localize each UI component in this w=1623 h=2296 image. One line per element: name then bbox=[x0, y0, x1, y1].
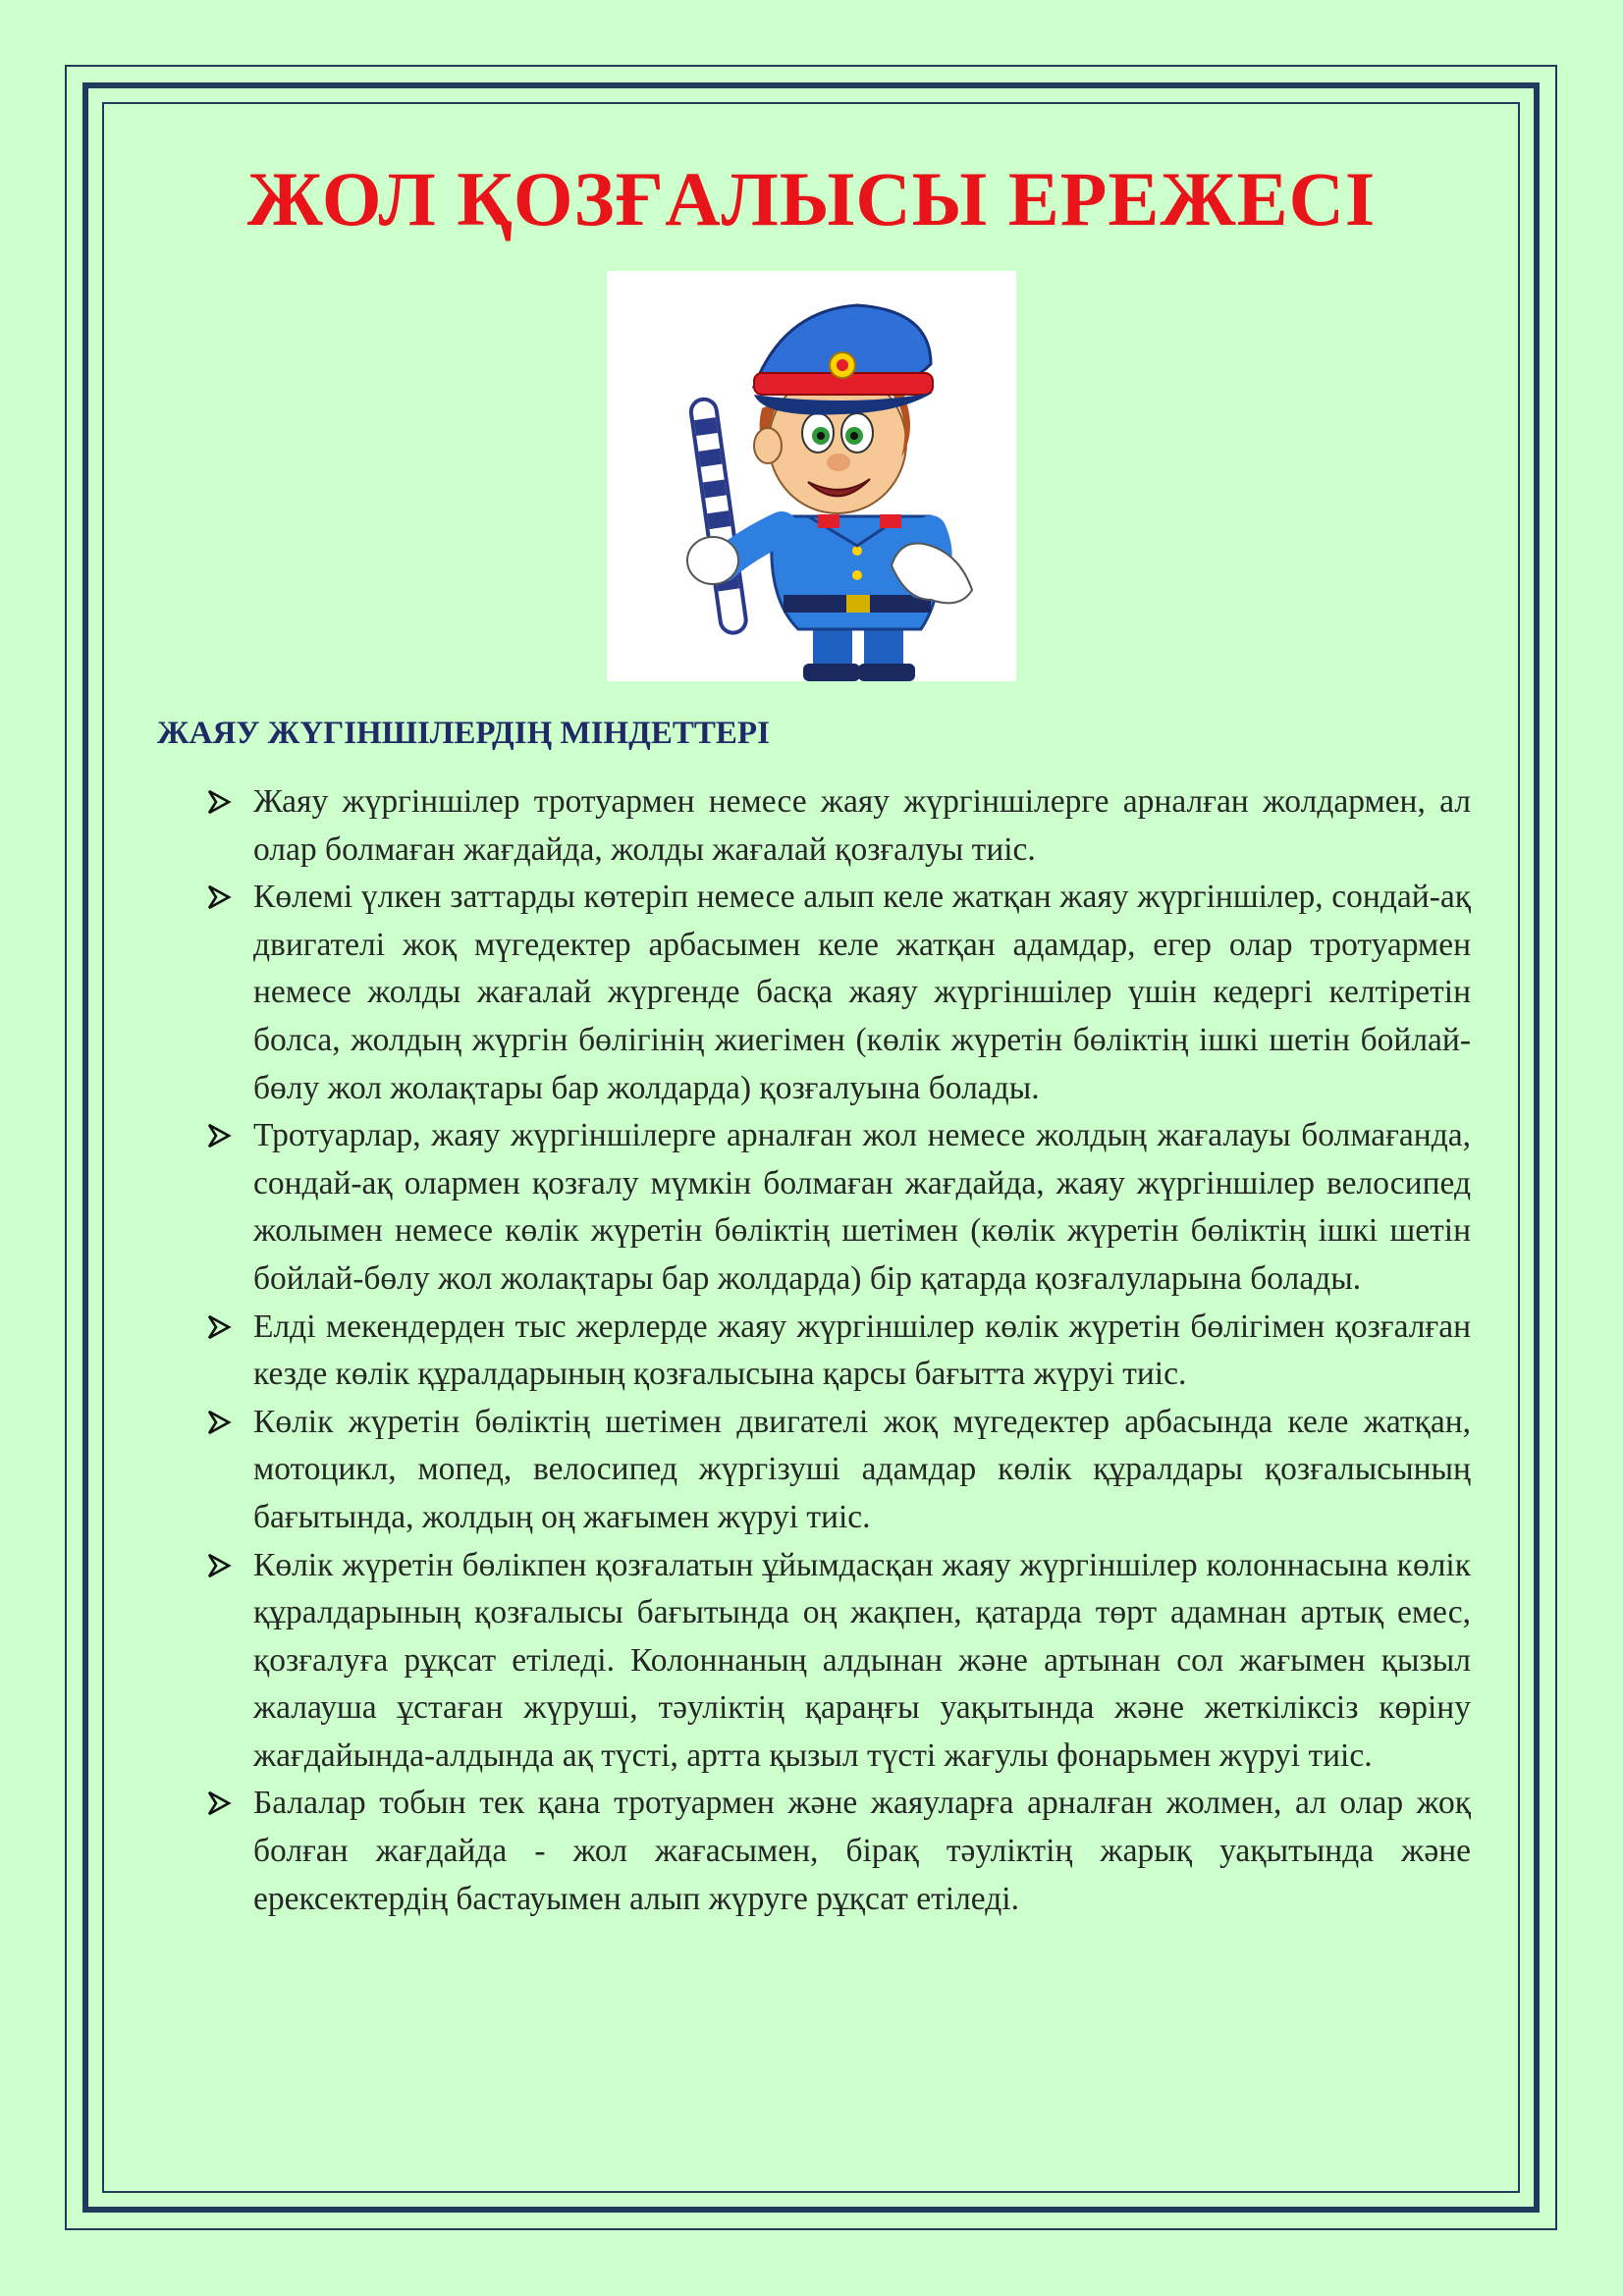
list-item bbox=[206, 1542, 1471, 1781]
section-heading: ЖАЯУ ЖҮГІНШІЛЕРДІҢ МІНДЕТТЕРІ bbox=[157, 716, 770, 751]
rule-text: Балалар тобын тек қана тротуармен және жаяуларға арналған жолмен, ал олар жоқ болған жағдайда - жол жағасымен, бірақ тәуліктің жарық уақытында және ерексектердің бастауымен алып жүруге рұқсат етіледі. bbox=[253, 1785, 1471, 1917]
traffic-policeman-icon bbox=[607, 271, 1016, 681]
arrowhead-bullet-icon bbox=[206, 1410, 232, 1435]
traffic-policeman-illustration bbox=[607, 271, 1016, 681]
list-item bbox=[206, 1304, 1471, 1399]
rule-text: Көлемі үлкен заттарды көтеріп немесе алып келе жатқан жаяу жүргіншілер, сондай-ақ двигателі жоқ мүгедектер арбасымен келе жатқан адамдар, егер олар тротуармен немесе жолды жағалай жүргенде басқа жаяу жүргіншілер үшін кедергі келтіретін болса, жолдың жүргін бөлігінің жиегімен (көлік жүретін бөліктің ішкі шетін бойлай-бөлу жол жолақтары бар жолдарда) қозғалуына болады. bbox=[253, 879, 1471, 1106]
rules-list bbox=[206, 778, 1471, 1923]
rule-text: Тротуарлар, жаяу жүргіншілерге арналған жол немесе жолдың жағалауы болмағанда, сондай-ақ олармен қозғалу мүмкін болмаған жағдайда, жаяу жүргіншілер велосипед жолымен немесе көлік жүретін бөліктің шетімен (көлік жүретін бөліктің ішкі шетін бойлай-бөлу жол жолақтары бар жолдарда) бір қатарда қозғалуларына болады. bbox=[253, 1117, 1471, 1297]
list-item bbox=[206, 1399, 1471, 1542]
arrowhead-bullet-icon bbox=[206, 1790, 232, 1816]
rule-text: Жаяу жүргіншілер тротуармен немесе жаяу жүргіншілерге арналған жолдармен, ал олар болмаған жағдайда, жолды жағалай қозғалуы тиіс. bbox=[253, 783, 1471, 868]
rule-text: Көлік жүретін бөлікпен қозғалатын ұйымдасқан жаяу жүргіншілер колоннасына көлік құралдарының қозғалысы бағытында оң жақпен, қатарда төрт адамнан артық емес, қозғалуға рұқсат етіледі. Колоннаның алдынан және артынан сол жағымен қызыл жалауша ұстаған жүруші, тәуліктің қараңғы уақытында және жеткіліксіз көріну жағдайында-алдында ақ түсті, артта қызыл түсті жағулы фонарьмен жүруі тиіс. bbox=[253, 1546, 1471, 1774]
page-title: ЖОЛ ҚОЗҒАЛЫСЫ ЕРЕЖЕСІ bbox=[246, 156, 1377, 241]
rule-text: Елді мекендерден тыс жерлерде жаяу жүргіншілер көлік жүретін бөлігімен қозғалған кезде көлік құралдарының қозғалысына қарсы бағытта жүруі тиіс. bbox=[253, 1308, 1471, 1393]
arrowhead-bullet-icon bbox=[206, 789, 232, 815]
rule-text: Көлік жүретін бөліктің шетімен двигателі жоқ мүгедектер арбасында келе жатқан, мотоцикл, мопед, велосипед жүргізуші адамдар көлік құралдары қозғалысының бағытында, жолдың оң жағымен жүруі тиіс. bbox=[253, 1403, 1471, 1535]
list-item bbox=[206, 1112, 1471, 1303]
arrowhead-bullet-icon bbox=[206, 1553, 232, 1578]
arrowhead-bullet-icon bbox=[206, 1123, 232, 1148]
list-item bbox=[206, 1780, 1471, 1923]
arrowhead-bullet-icon bbox=[206, 884, 232, 910]
list-item bbox=[206, 874, 1471, 1112]
arrowhead-bullet-icon bbox=[206, 1314, 232, 1340]
list-item bbox=[206, 778, 1471, 874]
